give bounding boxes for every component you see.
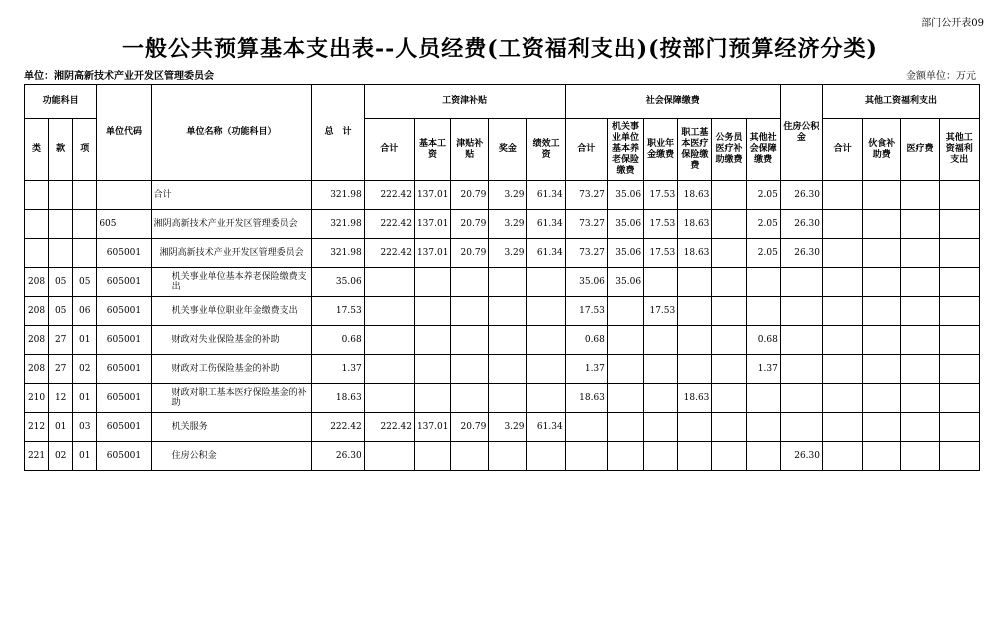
cell-other-welfare: [939, 384, 979, 413]
cell-total: 18.63: [312, 384, 364, 413]
cell-housing-fund: [780, 268, 822, 297]
cell-annuity: 17.53: [644, 297, 678, 326]
cell-meal: [863, 442, 901, 471]
cell-other-sum: [823, 355, 863, 384]
cell-lei: 208: [25, 297, 49, 326]
cell-basic-wage: [414, 442, 450, 471]
cell-performance: [527, 268, 565, 297]
cell-unit-code: 605: [97, 210, 151, 239]
cell-allowance: 20.79: [451, 210, 489, 239]
cell-other-sum: [823, 210, 863, 239]
cell-other-sum: [823, 384, 863, 413]
cell-allowance: [451, 355, 489, 384]
cell-other-sum: [823, 297, 863, 326]
cell-social-sum: 73.27: [565, 239, 607, 268]
cell-medical: [678, 355, 712, 384]
cell-unit-code: 605001: [97, 355, 151, 384]
table-row: [25, 384, 980, 413]
cell-other-social: [746, 413, 780, 442]
header-wage-sum: 合计: [364, 119, 414, 181]
cell-unit-name: 财政对工伤保险基金的补助: [151, 355, 312, 384]
cell-total: 26.30: [312, 442, 364, 471]
cell-total: 0.68: [312, 326, 364, 355]
header-meal: 伙食补助费: [863, 119, 901, 181]
cell-unit-code: 605001: [97, 326, 151, 355]
cell-social-sum: 73.27: [565, 181, 607, 210]
cell-meal: [863, 239, 901, 268]
budget-table: [24, 84, 980, 471]
table-row: [25, 210, 980, 239]
cell-other-welfare: [939, 268, 979, 297]
cell-other-sum: [823, 442, 863, 471]
cell-basic-wage: [414, 297, 450, 326]
cell-meal: [863, 181, 901, 210]
cell-civil-medical: [712, 268, 746, 297]
cell-other-social: 2.05: [746, 181, 780, 210]
cell-other-welfare: [939, 210, 979, 239]
cell-unit-code: 605001: [97, 268, 151, 297]
cell-annuity: [644, 384, 678, 413]
cell-civil-medical: [712, 384, 746, 413]
cell-xiang: [73, 239, 97, 268]
cell-performance: [527, 442, 565, 471]
cell-annuity: 17.53: [644, 210, 678, 239]
cell-wage-sum: [364, 268, 414, 297]
cell-allowance: 20.79: [451, 239, 489, 268]
cell-other-social: 2.05: [746, 239, 780, 268]
cell-xiang: [73, 181, 97, 210]
cell-medical: 18.63: [678, 239, 712, 268]
cell-social-sum: 18.63: [565, 384, 607, 413]
cell-medical: [678, 413, 712, 442]
cell-other-sum: [823, 268, 863, 297]
table-row: [25, 413, 980, 442]
cell-civil-medical: [712, 239, 746, 268]
cell-wage-sum: [364, 297, 414, 326]
cell-allowance: [451, 326, 489, 355]
header-other-welfare: 其他工资福利支出: [939, 119, 979, 181]
cell-kuan: 05: [49, 297, 73, 326]
cell-other-social: [746, 442, 780, 471]
cell-allowance: [451, 384, 489, 413]
cell-housing-fund: 26.30: [780, 442, 822, 471]
cell-performance: [527, 384, 565, 413]
cell-pension: 35.06: [607, 210, 643, 239]
cell-kuan: 05: [49, 268, 73, 297]
header-basic-wage: 基本工资: [414, 119, 450, 181]
cell-basic-wage: 137.01: [414, 210, 450, 239]
cell-unit-name: 财政对职工基本医疗保险基金的补助: [151, 384, 312, 413]
amount-unit-label: 金额单位：万元: [906, 71, 976, 82]
header-pension: 机关事业单位基本养老保险缴费: [607, 119, 643, 181]
cell-basic-wage: [414, 268, 450, 297]
cell-total: 321.98: [312, 210, 364, 239]
header-wage-group: 工资津补贴: [364, 85, 565, 119]
cell-other-social: 1.37: [746, 355, 780, 384]
cell-xiang: 05: [73, 268, 97, 297]
header-lei: 类: [25, 119, 49, 181]
cell-other-sum: [823, 181, 863, 210]
header-other-social: 其他社会保障缴费: [746, 119, 780, 181]
cell-unit-name: 合计: [151, 181, 312, 210]
cell-bonus: [489, 442, 527, 471]
cell-civil-medical: [712, 442, 746, 471]
cell-medical: 18.63: [678, 384, 712, 413]
cell-civil-medical: [712, 210, 746, 239]
cell-unit-code: 605001: [97, 239, 151, 268]
cell-bonus: [489, 326, 527, 355]
cell-annuity: 17.53: [644, 239, 678, 268]
cell-kuan: 02: [49, 442, 73, 471]
cell-housing-fund: 26.30: [780, 181, 822, 210]
cell-civil-medical: [712, 355, 746, 384]
cell-total: 321.98: [312, 239, 364, 268]
cell-wage-sum: [364, 355, 414, 384]
cell-pension: 35.06: [607, 181, 643, 210]
cell-performance: 61.34: [527, 210, 565, 239]
cell-unit-name: 湘阴高新技术产业开发区管理委员会: [151, 239, 312, 268]
cell-lei: [25, 239, 49, 268]
cell-total: 1.37: [312, 355, 364, 384]
cell-basic-wage: 137.01: [414, 181, 450, 210]
cell-housing-fund: [780, 355, 822, 384]
cell-basic-wage: 137.01: [414, 413, 450, 442]
header-total: 总 计: [312, 85, 364, 181]
table-row: [25, 181, 980, 210]
cell-annuity: [644, 355, 678, 384]
cell-other-welfare: [939, 442, 979, 471]
header-medical: 职工基本医疗保险缴费: [678, 119, 712, 181]
cell-medical: 18.63: [678, 210, 712, 239]
cell-other-social: 2.05: [746, 210, 780, 239]
cell-unit-name: 湘阴高新技术产业开发区管理委员会: [151, 210, 312, 239]
cell-social-sum: [565, 442, 607, 471]
cell-bonus: [489, 268, 527, 297]
cell-unit-code: [97, 181, 151, 210]
cell-total: 321.98: [312, 181, 364, 210]
cell-xiang: 03: [73, 413, 97, 442]
cell-performance: [527, 297, 565, 326]
cell-performance: 61.34: [527, 239, 565, 268]
cell-medical-fee: [901, 384, 939, 413]
cell-allowance: [451, 268, 489, 297]
cell-annuity: [644, 442, 678, 471]
cell-unit-name: 机关事业单位职业年金缴费支出: [151, 297, 312, 326]
cell-lei: [25, 181, 49, 210]
header-allowance: 津贴补贴: [451, 119, 489, 181]
cell-civil-medical: [712, 181, 746, 210]
header-other-sum: 合计: [823, 119, 863, 181]
cell-performance: [527, 355, 565, 384]
cell-meal: [863, 326, 901, 355]
cell-pension: [607, 297, 643, 326]
cell-basic-wage: 137.01: [414, 239, 450, 268]
header-func-subject: 功能科目: [25, 85, 97, 119]
header-xiang: 项: [73, 119, 97, 181]
cell-meal: [863, 384, 901, 413]
cell-bonus: 3.29: [489, 210, 527, 239]
cell-performance: 61.34: [527, 413, 565, 442]
table-row: [25, 268, 980, 297]
cell-other-social: 0.68: [746, 326, 780, 355]
cell-unit-code: 605001: [97, 413, 151, 442]
table-row: [25, 326, 980, 355]
cell-meal: [863, 297, 901, 326]
cell-unit-code: 605001: [97, 384, 151, 413]
cell-lei: 208: [25, 326, 49, 355]
cell-wage-sum: [364, 326, 414, 355]
cell-lei: 208: [25, 268, 49, 297]
cell-kuan: [49, 239, 73, 268]
cell-kuan: 12: [49, 384, 73, 413]
cell-other-social: [746, 297, 780, 326]
cell-xiang: 06: [73, 297, 97, 326]
cell-unit-name: 机关事业单位基本养老保险缴费支出: [151, 268, 312, 297]
cell-kuan: 27: [49, 326, 73, 355]
cell-wage-sum: 222.42: [364, 413, 414, 442]
cell-lei: [25, 210, 49, 239]
header-bonus: 奖金: [489, 119, 527, 181]
header-kuan: 款: [49, 119, 73, 181]
cell-total: 35.06: [312, 268, 364, 297]
cell-bonus: [489, 297, 527, 326]
cell-medical-fee: [901, 442, 939, 471]
cell-lei: 210: [25, 384, 49, 413]
cell-xiang: 01: [73, 326, 97, 355]
cell-meal: [863, 413, 901, 442]
header-housing-fund: 住房公积金: [780, 85, 822, 181]
cell-pension: [607, 326, 643, 355]
cell-allowance: [451, 442, 489, 471]
cell-wage-sum: [364, 384, 414, 413]
cell-bonus: 3.29: [489, 239, 527, 268]
header-other-group: 其他工资福利支出: [823, 85, 980, 119]
cell-pension: 35.06: [607, 239, 643, 268]
cell-housing-fund: [780, 297, 822, 326]
cell-medical-fee: [901, 326, 939, 355]
cell-other-social: [746, 384, 780, 413]
cell-wage-sum: 222.42: [364, 181, 414, 210]
cell-performance: [527, 326, 565, 355]
cell-bonus: 3.29: [489, 413, 527, 442]
cell-housing-fund: 26.30: [780, 239, 822, 268]
cell-medical-fee: [901, 297, 939, 326]
cell-housing-fund: [780, 384, 822, 413]
cell-xiang: 01: [73, 384, 97, 413]
table-row: [25, 355, 980, 384]
cell-other-welfare: [939, 413, 979, 442]
cell-other-social: [746, 268, 780, 297]
form-number: 部门公开表09: [921, 18, 984, 29]
cell-lei: 221: [25, 442, 49, 471]
cell-annuity: 17.53: [644, 181, 678, 210]
cell-other-welfare: [939, 297, 979, 326]
unit-label: 单位：湘阴高新技术产业开发区管理委员会: [24, 71, 214, 82]
cell-wage-sum: 222.42: [364, 210, 414, 239]
cell-other-welfare: [939, 181, 979, 210]
cell-xiang: 01: [73, 442, 97, 471]
cell-other-sum: [823, 326, 863, 355]
header-social-sum: 合计: [565, 119, 607, 181]
cell-bonus: [489, 384, 527, 413]
header-unit-code: 单位代码: [97, 85, 151, 181]
cell-unit-code: 605001: [97, 442, 151, 471]
cell-kuan: [49, 181, 73, 210]
cell-wage-sum: 222.42: [364, 239, 414, 268]
cell-lei: 212: [25, 413, 49, 442]
cell-basic-wage: [414, 355, 450, 384]
cell-pension: [607, 384, 643, 413]
cell-medical-fee: [901, 210, 939, 239]
cell-unit-name: 机关服务: [151, 413, 312, 442]
cell-other-welfare: [939, 326, 979, 355]
cell-medical-fee: [901, 239, 939, 268]
cell-social-sum: 0.68: [565, 326, 607, 355]
cell-pension: 35.06: [607, 268, 643, 297]
cell-allowance: [451, 297, 489, 326]
table-row: [25, 442, 980, 471]
cell-unit-name: 财政对失业保险基金的补助: [151, 326, 312, 355]
cell-housing-fund: [780, 413, 822, 442]
cell-other-welfare: [939, 239, 979, 268]
cell-civil-medical: [712, 413, 746, 442]
cell-medical: [678, 297, 712, 326]
cell-medical: [678, 268, 712, 297]
cell-allowance: 20.79: [451, 181, 489, 210]
cell-unit-code: 605001: [97, 297, 151, 326]
cell-bonus: 3.29: [489, 181, 527, 210]
cell-medical: [678, 326, 712, 355]
cell-medical: [678, 442, 712, 471]
cell-other-welfare: [939, 355, 979, 384]
cell-kuan: [49, 210, 73, 239]
table-row: [25, 239, 980, 268]
cell-annuity: [644, 413, 678, 442]
cell-total: 222.42: [312, 413, 364, 442]
header-civil-medical: 公务员医疗补助缴费: [712, 119, 746, 181]
page-title: 一般公共预算基本支出表--人员经费(工资福利支出)(按部门预算经济分类): [122, 36, 878, 62]
cell-annuity: [644, 326, 678, 355]
cell-housing-fund: [780, 326, 822, 355]
cell-bonus: [489, 355, 527, 384]
cell-social-sum: 35.06: [565, 268, 607, 297]
cell-other-sum: [823, 413, 863, 442]
header-annuity: 职业年金缴费: [644, 119, 678, 181]
cell-meal: [863, 268, 901, 297]
cell-civil-medical: [712, 326, 746, 355]
cell-other-sum: [823, 239, 863, 268]
cell-civil-medical: [712, 297, 746, 326]
cell-social-sum: 1.37: [565, 355, 607, 384]
cell-meal: [863, 355, 901, 384]
cell-medical-fee: [901, 268, 939, 297]
cell-lei: 208: [25, 355, 49, 384]
cell-total: 17.53: [312, 297, 364, 326]
cell-allowance: 20.79: [451, 413, 489, 442]
cell-social-sum: 73.27: [565, 210, 607, 239]
cell-housing-fund: 26.30: [780, 210, 822, 239]
cell-social-sum: [565, 413, 607, 442]
cell-unit-name: 住房公积金: [151, 442, 312, 471]
header-performance: 绩效工资: [527, 119, 565, 181]
cell-pension: [607, 355, 643, 384]
cell-medical-fee: [901, 181, 939, 210]
cell-annuity: [644, 268, 678, 297]
cell-basic-wage: [414, 326, 450, 355]
cell-medical-fee: [901, 355, 939, 384]
header-social-group: 社会保障缴费: [565, 85, 780, 119]
cell-meal: [863, 210, 901, 239]
cell-wage-sum: [364, 442, 414, 471]
header-unit-name: 单位名称（功能科目）: [151, 85, 312, 181]
cell-pension: [607, 413, 643, 442]
cell-basic-wage: [414, 384, 450, 413]
cell-kuan: 27: [49, 355, 73, 384]
cell-pension: [607, 442, 643, 471]
table-row: [25, 297, 980, 326]
header-medical-fee: 医疗费: [901, 119, 939, 181]
cell-xiang: [73, 210, 97, 239]
cell-kuan: 01: [49, 413, 73, 442]
cell-xiang: 02: [73, 355, 97, 384]
cell-performance: 61.34: [527, 181, 565, 210]
cell-medical-fee: [901, 413, 939, 442]
cell-social-sum: 17.53: [565, 297, 607, 326]
cell-medical: 18.63: [678, 181, 712, 210]
